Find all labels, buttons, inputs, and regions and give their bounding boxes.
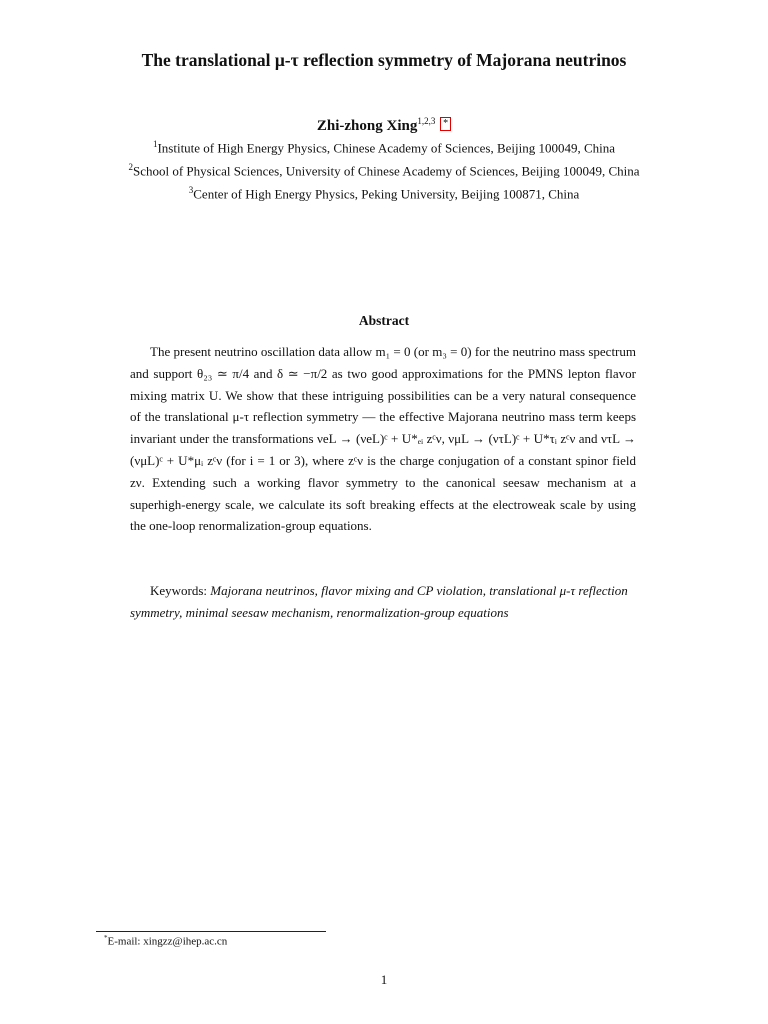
author-affil-marks: 1,2,3 [417, 116, 436, 126]
affiliation-1 [0, 139, 768, 156]
affiliation-text: School of Physical Sciences, University of Chinese Academy of Sciences, Beijing 100049, China [132, 163, 640, 179]
affiliation-text: Institute of High Energy Physics, Chinese Academy of Sciences, Beijing 100049, China [157, 140, 616, 156]
keywords-label: Keywords: [150, 583, 208, 598]
footnote-email: E-mail: xingzz@ihep.ac.cn [107, 935, 228, 948]
keywords-list: Majorana neutrinos, flavor mixing and CP violation, translational μ-τ reflection symmetry, minimal seesaw mechanism, renormalization-group equations [130, 583, 628, 620]
footnote [104, 934, 227, 948]
affiliation-mark: 3 [188, 185, 194, 195]
page-number: 1 [380, 972, 388, 987]
affiliation-3 [0, 185, 768, 202]
affiliation-text: Center of High Energy Physics, Peking University, Beijing 100871, China [193, 186, 580, 202]
keywords [130, 580, 636, 624]
author-line [0, 116, 768, 135]
affiliation-mark: 1 [152, 139, 158, 149]
footnote-link[interactable]: * [440, 117, 451, 131]
affiliation-mark: 2 [128, 162, 133, 172]
footnote-mark: * [104, 934, 108, 942]
abstract-body: The present neutrino oscillation data allow m₁ = 0 (or m₃ = 0) for the neutrino mass spectrum and support θ₂₃ ≃ π/4 and δ ≃ −π/2 as two good approximations for the PMNS lepton flavor mixing matrix U. We show that these intriguing possibilities can be a very natural consequence of the translational μ-τ reflection symmetry — the effective Majorana neutrino mass term keeps invariant under the transformations νeL → (νeL)ᶜ + U*ₑᵢ zᶜν, νμL → (ντL)ᶜ + U*τᵢ zᶜν and ντL → (νμL)ᶜ + U*μᵢ zᶜν (for i = 1 or 3), where zᶜν is the charge conjugation of a constant spinor field zν. Extending such a working flavor symmetry to the canonical seesaw mechanism at a superhigh-energy scale, we calculate its soft breaking effects at the electroweak scale by using the one-loop renormalization-group equations. [130, 344, 636, 534]
paper-title: The translational μ-τ reflection symmetry of Majorana neutrinos [141, 50, 627, 70]
affiliation-2 [0, 162, 768, 179]
footnote-rule [96, 931, 326, 932]
abstract-heading: Abstract [358, 313, 410, 328]
author-name: Zhi-zhong Xing [316, 118, 418, 134]
